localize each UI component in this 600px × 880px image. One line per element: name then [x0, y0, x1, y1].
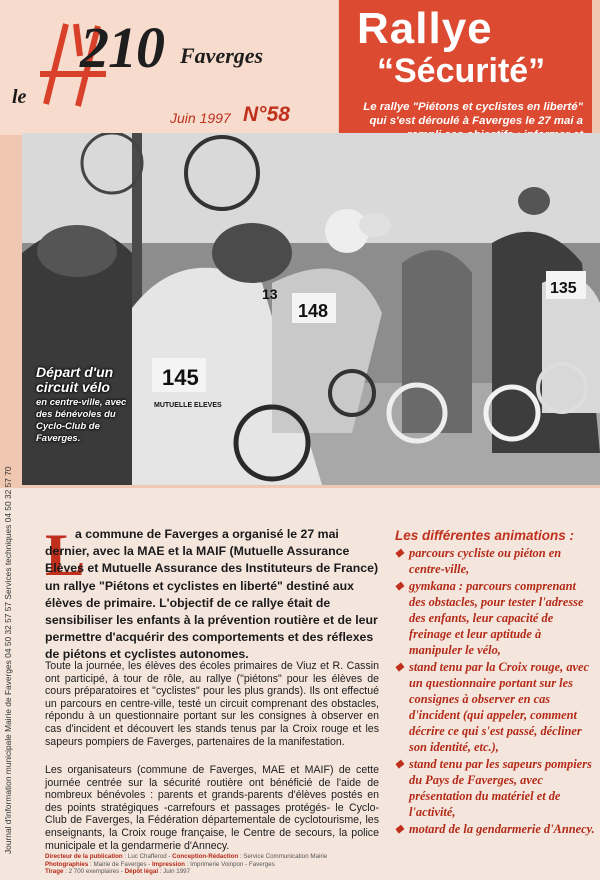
- animations-box: [395, 528, 595, 838]
- issue-number: N°58: [243, 103, 290, 126]
- bib-145: 145: [162, 365, 199, 390]
- rally-photo: [22, 133, 600, 485]
- bib-sponsor: MUTUELLE ELEVES: [154, 402, 222, 409]
- masthead-le: le: [12, 86, 27, 108]
- caption-main: Départ d'un circuit vélo: [36, 364, 114, 395]
- publication-credits: [45, 853, 465, 876]
- credit-value: : Mairie de Faverges -: [88, 860, 152, 868]
- dropcap: L: [45, 522, 86, 588]
- credit-key: Conception-Rédaction: [172, 853, 239, 860]
- diamond-bullet-icon: ◆: [395, 580, 404, 592]
- bib-13: 13: [262, 286, 278, 302]
- credit-value: : Juin 1997: [158, 868, 191, 876]
- caption-sub: en centre-ville, avec des bénévoles du Cyclo-Club de Faverges.: [36, 397, 127, 444]
- list-item: ◆ parcours cycliste ou piéton en centre-ville,: [395, 546, 562, 576]
- list-item: ◆ stand tenu par la Croix rouge, avec un questionnaire portant sur les consignes à observer en cas d'incident (qui appeler, comment décrire ce qui s'est passé, décliner son identité, etc.),: [395, 660, 590, 754]
- diamond-bullet-icon: ◆: [395, 758, 404, 770]
- issue-date: Juin 1997: [170, 110, 231, 126]
- photo-caption: [36, 365, 132, 445]
- credit-key: Impression: [151, 860, 185, 868]
- bib-148: 148: [298, 301, 329, 321]
- credit-value: : Luc Chafferod -: [122, 853, 173, 860]
- masthead-number: 210: [80, 15, 164, 80]
- vertical-credit: Journal d'information municipale Mairie de Faverges 04 50 32 57 57 Services techniques 04 50 32 57 70: [3, 466, 13, 854]
- list-item: ◆ gymkana : parcours comprenant des obstacles, pour tester l'adresse des enfants, leur capacité de freinage et leur aptitude à manipuler le vélo,: [395, 579, 584, 657]
- masthead: [0, 0, 338, 135]
- headline-subtitle: “Sécurité”: [377, 52, 546, 90]
- article-paragraph-3: Les organisateurs (commune de Faverges, MAE et MAIF) de cette journée centrée sur la sécurité routière ont bénéficié de l'aide de nombreux bénévoles : parents et grands-parents d'élèves postés en des points stratégiques -carrefours et passages protégés- le Cyclo-Club de Faverges, la Fédération départementale de cyclotourisme, les enseignants, la Croix rouge française, le Centre de secours, la police municipale et la gendarmerie d'Annecy.: [45, 764, 379, 852]
- credit-key: Directeur de la publication: [45, 853, 123, 860]
- credit-value: : Service Communication Mairie: [238, 853, 328, 860]
- animations-title: Les différentes animations :: [395, 528, 575, 543]
- credit-key: Dépôt légal: [124, 868, 159, 876]
- credit-key: Photographies: [45, 860, 89, 868]
- list-item: ◆ motard de la gendarmerie d'Annecy.: [395, 822, 595, 836]
- credit-value: : Imprimerie Voinpon - Faverges: [184, 860, 275, 868]
- animations-list: [395, 545, 595, 837]
- headline-lead: Le rallye "Piétons et cyclistes en liberté" qui s'est déroulé à Faverges le 27 mai a: [363, 101, 583, 127]
- article-paragraph-2: Toute la journée, les élèves des écoles primaires de Viuz et R. Cassin ont participé, à tour de rôle, au rallye ("piétons" pour les élèves de cours préparatoires et "cyclistes" pour les plus grands). Ils ont effectué un parcours en centre-ville, testé un circuit comprenant des obstacles, répondu à un questionnaire portant sur les consignes à observer en cas d'incident et découvert les stands tenus par la Croix rouge et les sapeurs pompiers de Faverges, partenaires de la manifestation.: [45, 660, 379, 748]
- diamond-bullet-icon: ◆: [395, 547, 404, 559]
- bib-135: 135: [550, 280, 577, 297]
- masthead-town: Faverges: [180, 43, 264, 68]
- diamond-bullet-icon: ◆: [395, 661, 404, 673]
- list-item: ◆ stand tenu par les sapeurs pompiers du Pays de Faverges, avec présentation du matériel et de l'activité,: [395, 757, 592, 819]
- headline-title: Rallye: [357, 4, 493, 53]
- credit-key: Tirage: [45, 868, 64, 876]
- diamond-bullet-icon: ◆: [395, 823, 404, 835]
- credit-value: : 2 700 exemplaires -: [63, 868, 125, 876]
- article-intro: a commune de Faverges a organisé le 27 mai dernier, avec la MAE et la MAIF (Mutuelle Assurance Elèves et Mutuelle Assurance des Instituteurs de France) un rallye "Piétons et cyclistes en liberté" destiné aux élèves de primaire. L'objectif de ce rallye était de sensibiliser les enfants à la prévention routière et de leur permettre d'acquérir des comportements et des réflexes de piétons et cyclistes autonomes.: [45, 527, 379, 662]
